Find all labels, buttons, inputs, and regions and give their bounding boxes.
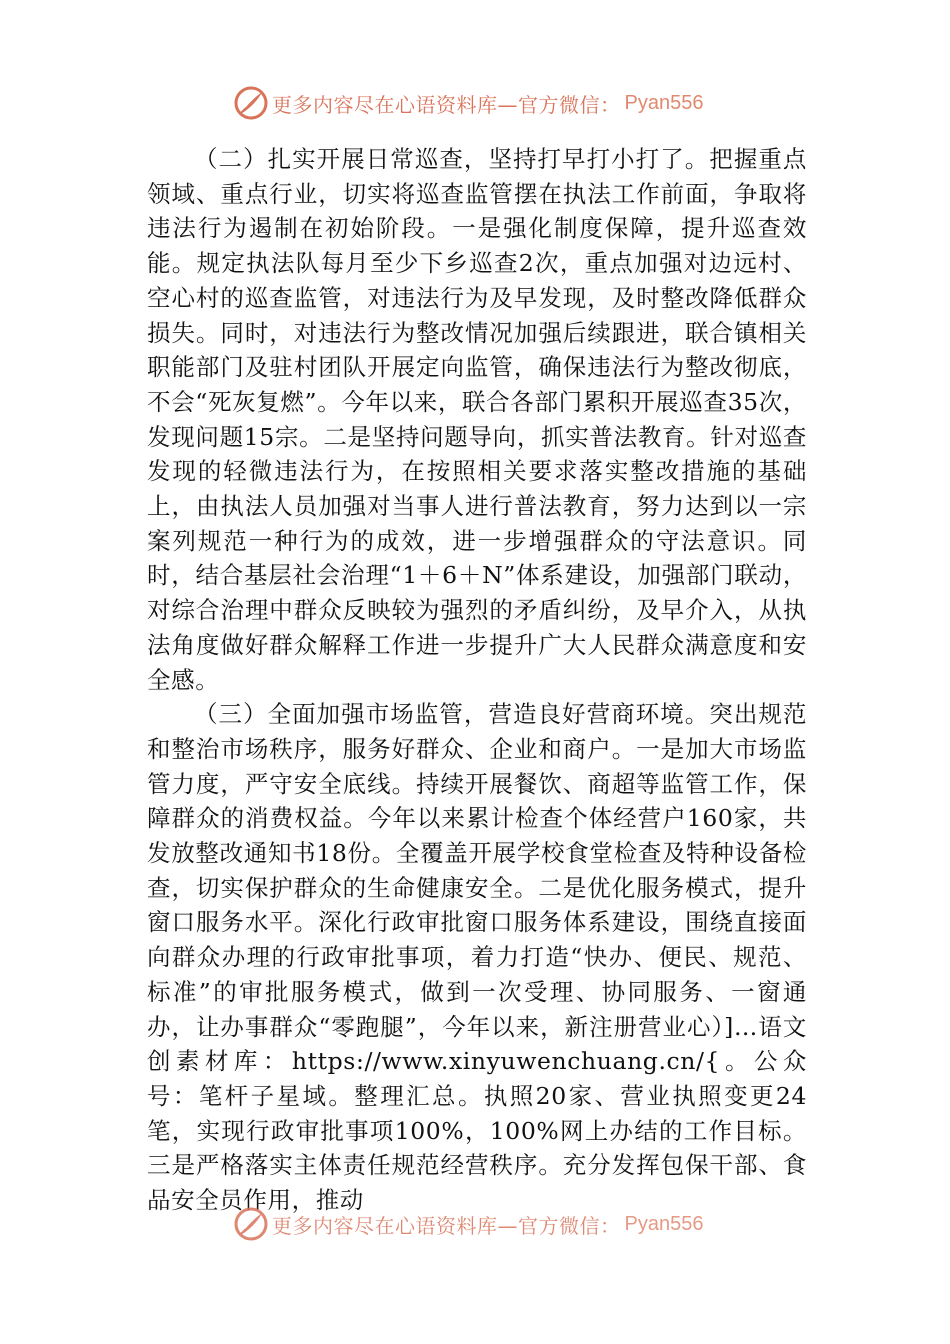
feather-logo-icon bbox=[234, 86, 268, 120]
watermark-text: 更多内容尽在心语资料库—官方微信： bbox=[272, 92, 621, 117]
paragraph-patrol: （二）扎实开展日常巡查，坚持打早打小打了。把握重点领域、重点行业，切实将巡查监管摆在执法工作前面，争取将违法行为遏制在初始阶段。一是强化制度保障，提升巡查效能。规定执法队每月至少下乡巡查2次，重点加强对边远村、空心村的巡查监管，对违法行为及早发现，及时整改降低群众损失。同时，对违法行为整改情况加强后续跟进，联合镇相关职能部门及驻村团队开展定向监管，确保违法行为整改彻底，不会“死灰复燃”。今年以来，联合各部门累积开展巡查35次，发现问题15宗。二是坚持问题导向，抓实普法教育。针对巡查发现的轻微违法行为，在按照相关要求落实整改措施的基础上，由执法人员加强对当事人进行普法教育，努力达到以一宗案列规范一种行为的成效，进一步增强群众的守法意识。同时，结合基层社会治理“1＋6＋N”体系建设，加强部门联动，对综合治理中群众反映较为强烈的矛盾纠纷，及早介入，从执法角度做好群众解释工作进一步提升广大人民群众满意度和安全感。 bbox=[147, 145, 807, 694]
watermark-footer bbox=[234, 1207, 703, 1241]
watermark-text: 更多内容尽在心语资料库—官方微信： bbox=[272, 1213, 621, 1238]
watermark-header bbox=[234, 86, 703, 120]
feather-logo-icon bbox=[234, 1207, 268, 1241]
watermark-wechat-id: Pyan556 bbox=[624, 91, 704, 114]
document-body bbox=[147, 142, 807, 1218]
watermark-wechat-id: Pyan556 bbox=[624, 1212, 704, 1235]
paragraph-market-supervision: （三）全面加强市场监管，营造良好营商环境。突出规范和整治市场秩序，服务好群众、企业和商户。一是加大市场监管力度，严守安全底线。持续开展餐饮、商超等监管工作，保障群众的消费权益。今年以来累计检查个体经营户160家，共发放整改通知书18份。全覆盖开展学校食堂检查及特种设备检查，切实保护群众的生命健康安全。二是优化服务模式，提升窗口服务水平。深化行政审批窗口服务体系建设，围绕直接面向群众办理的行政审批事项，着力打造“快办、便民、规范、标准”的审批服务模式，做到一次受理、协同服务、一窗通办，让办事群众“零跑腿”，今年以来，新注册营业心）]…语文创素材库：https://www.xinyuwenchuang.cn/{。公众号：笔杆子星域。整理汇总。执照20家、营业执照变更24笔，实现行政审批事项100%，100%网上办结的工作目标。三是严格落实主体责任规范经营秩序。充分发挥包保干部、食品安全员作用，推动 bbox=[147, 700, 807, 1215]
